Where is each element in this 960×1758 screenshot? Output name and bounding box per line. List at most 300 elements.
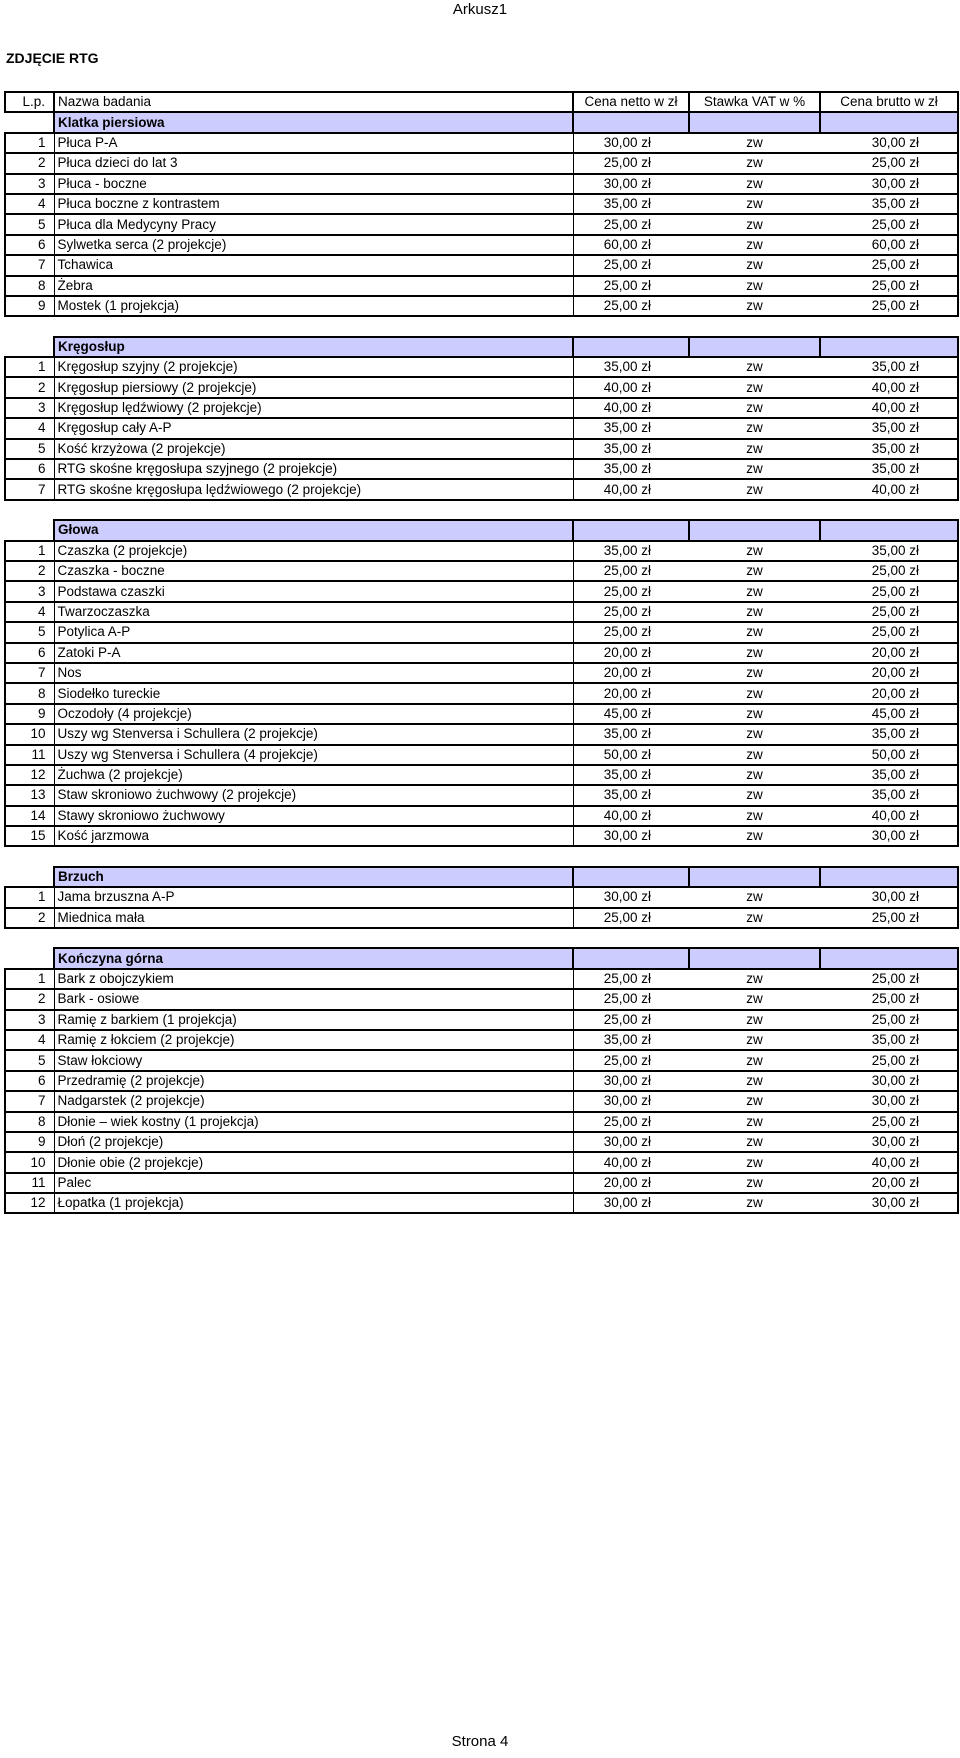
table-row bbox=[5, 153, 958, 173]
section-title: Brzuch bbox=[54, 867, 573, 887]
cell-name: Kręgosłup cały A-P bbox=[54, 418, 573, 438]
table-row bbox=[5, 133, 958, 153]
cell-lp: 7 bbox=[5, 255, 54, 275]
cell-vat-rate: zw bbox=[689, 439, 820, 459]
cell-name: Stawy skroniowo żuchwowy bbox=[54, 806, 573, 826]
cell-lp: 6 bbox=[5, 1071, 54, 1091]
table-row bbox=[5, 683, 958, 703]
cell-lp: 7 bbox=[5, 663, 54, 683]
cell-net-price: 30,00 zł bbox=[573, 1091, 689, 1111]
cell-lp: 3 bbox=[5, 581, 54, 601]
section-header-cell bbox=[689, 337, 820, 357]
table-row bbox=[5, 969, 958, 989]
cell-gross-price: 40,00 zł bbox=[820, 377, 958, 397]
table-row bbox=[5, 398, 958, 418]
cell-name: Siodełko tureckie bbox=[54, 683, 573, 703]
cell-name: Jama brzuszna A-P bbox=[54, 887, 573, 907]
cell-net-price: 30,00 zł bbox=[573, 133, 689, 153]
cell-lp: 2 bbox=[5, 989, 54, 1009]
cell-net-price: 25,00 zł bbox=[573, 969, 689, 989]
cell-gross-price: 45,00 zł bbox=[820, 704, 958, 724]
table-row bbox=[5, 541, 958, 561]
cell-name: RTG skośne kręgosłupa szyjnego (2 projekcje) bbox=[54, 459, 573, 479]
cell-gross-price: 25,00 zł bbox=[820, 1050, 958, 1070]
table-row bbox=[5, 377, 958, 397]
cell-net-price: 20,00 zł bbox=[573, 683, 689, 703]
cell-vat-rate: zw bbox=[689, 1173, 820, 1193]
cell-net-price: 30,00 zł bbox=[573, 174, 689, 194]
cell-vat-rate: zw bbox=[689, 255, 820, 275]
cell-gross-price: 30,00 zł bbox=[820, 1132, 958, 1152]
cell-gross-price: 20,00 zł bbox=[820, 683, 958, 703]
cell-vat-rate: zw bbox=[689, 174, 820, 194]
cell-vat-rate: zw bbox=[689, 643, 820, 663]
cell-vat-rate: zw bbox=[689, 683, 820, 703]
cell-gross-price: 25,00 zł bbox=[820, 214, 958, 234]
table-row bbox=[5, 765, 958, 785]
cell-lp: 5 bbox=[5, 622, 54, 642]
table-row bbox=[5, 561, 958, 581]
cell-lp: 6 bbox=[5, 459, 54, 479]
section-header-cell bbox=[573, 520, 689, 540]
table-row bbox=[5, 357, 958, 377]
cell-net-price: 25,00 zł bbox=[573, 214, 689, 234]
table-header-row bbox=[5, 92, 958, 112]
cell-net-price: 25,00 zł bbox=[573, 153, 689, 173]
cell-gross-price: 35,00 zł bbox=[820, 765, 958, 785]
cell-name: Żuchwa (2 projekcje) bbox=[54, 765, 573, 785]
cell-name: Dłoń (2 projekcje) bbox=[54, 1132, 573, 1152]
price-table-body bbox=[5, 92, 958, 1213]
table-row bbox=[5, 296, 958, 316]
cell-gross-price: 30,00 zł bbox=[820, 1071, 958, 1091]
cell-gross-price: 25,00 zł bbox=[820, 989, 958, 1009]
cell-gross-price: 25,00 zł bbox=[820, 276, 958, 296]
table-row bbox=[5, 724, 958, 744]
cell-lp: 8 bbox=[5, 276, 54, 296]
cell-vat-rate: zw bbox=[689, 214, 820, 234]
cell-lp: 2 bbox=[5, 908, 54, 928]
cell-lp: 4 bbox=[5, 194, 54, 214]
cell-lp: 1 bbox=[5, 541, 54, 561]
section-title: Kręgosłup bbox=[54, 337, 573, 357]
table-row bbox=[5, 602, 958, 622]
cell-net-price: 40,00 zł bbox=[573, 479, 689, 499]
cell-name: Miednica mała bbox=[54, 908, 573, 928]
cell-net-price: 25,00 zł bbox=[573, 296, 689, 316]
cell-name: Staw skroniowo żuchwowy (2 projekcje) bbox=[54, 785, 573, 805]
cell-name: Kręgosłup piersiowy (2 projekcje) bbox=[54, 377, 573, 397]
cell-gross-price: 35,00 zł bbox=[820, 541, 958, 561]
cell-lp: 7 bbox=[5, 479, 54, 499]
table-row bbox=[5, 459, 958, 479]
table-row bbox=[5, 1173, 958, 1193]
table-row bbox=[5, 418, 958, 438]
section-header-row bbox=[5, 112, 958, 132]
cell-vat-rate: zw bbox=[689, 133, 820, 153]
cell-lp: 11 bbox=[5, 745, 54, 765]
section-header-cell bbox=[820, 112, 958, 132]
cell-gross-price: 25,00 zł bbox=[820, 255, 958, 275]
cell-lp: 10 bbox=[5, 724, 54, 744]
cell-gross-price: 20,00 zł bbox=[820, 643, 958, 663]
cell-lp: 4 bbox=[5, 602, 54, 622]
cell-vat-rate: zw bbox=[689, 153, 820, 173]
cell-name: Nadgarstek (2 projekcje) bbox=[54, 1091, 573, 1111]
price-table bbox=[4, 91, 959, 1214]
section-header-cell bbox=[573, 948, 689, 968]
table-row bbox=[5, 1152, 958, 1172]
cell-name: Żebra bbox=[54, 276, 573, 296]
cell-gross-price: 35,00 zł bbox=[820, 1030, 958, 1050]
cell-net-price: 30,00 zł bbox=[573, 887, 689, 907]
cell-net-price: 25,00 zł bbox=[573, 602, 689, 622]
cell-gross-price: 35,00 zł bbox=[820, 459, 958, 479]
cell-net-price: 40,00 zł bbox=[573, 1152, 689, 1172]
cell-lp: 1 bbox=[5, 357, 54, 377]
cell-vat-rate: zw bbox=[689, 724, 820, 744]
cell-name: Tchawica bbox=[54, 255, 573, 275]
cell-vat-rate: zw bbox=[689, 1010, 820, 1030]
cell-lp: 1 bbox=[5, 887, 54, 907]
section-spacer bbox=[5, 316, 958, 336]
cell-lp: 9 bbox=[5, 1132, 54, 1152]
cell-vat-rate: zw bbox=[689, 276, 820, 296]
cell-name: Przedramię (2 projekcje) bbox=[54, 1071, 573, 1091]
cell-vat-rate: zw bbox=[689, 1091, 820, 1111]
cell-vat-rate: zw bbox=[689, 765, 820, 785]
cell-name: Zatoki P-A bbox=[54, 643, 573, 663]
cell-gross-price: 30,00 zł bbox=[820, 826, 958, 846]
cell-vat-rate: zw bbox=[689, 1152, 820, 1172]
cell-vat-rate: zw bbox=[689, 908, 820, 928]
cell-gross-price: 50,00 zł bbox=[820, 745, 958, 765]
cell-lp: 5 bbox=[5, 439, 54, 459]
cell-vat-rate: zw bbox=[689, 602, 820, 622]
cell-name: Czaszka (2 projekcje) bbox=[54, 541, 573, 561]
table-row bbox=[5, 174, 958, 194]
cell-lp: 14 bbox=[5, 806, 54, 826]
cell-lp: 3 bbox=[5, 174, 54, 194]
cell-net-price: 40,00 zł bbox=[573, 398, 689, 418]
cell-gross-price: 35,00 zł bbox=[820, 724, 958, 744]
table-row bbox=[5, 214, 958, 234]
cell-vat-rate: zw bbox=[689, 745, 820, 765]
cell-lp: 5 bbox=[5, 1050, 54, 1070]
cell-vat-rate: zw bbox=[689, 418, 820, 438]
cell-net-price: 25,00 zł bbox=[573, 561, 689, 581]
cell-gross-price: 60,00 zł bbox=[820, 235, 958, 255]
cell-vat-rate: zw bbox=[689, 663, 820, 683]
cell-gross-price: 35,00 zł bbox=[820, 439, 958, 459]
cell-gross-price: 40,00 zł bbox=[820, 479, 958, 499]
table-row bbox=[5, 806, 958, 826]
section-header-cell bbox=[689, 948, 820, 968]
table-row bbox=[5, 989, 958, 1009]
section-header-cell bbox=[573, 112, 689, 132]
cell-gross-price: 20,00 zł bbox=[820, 663, 958, 683]
cell-lp: 1 bbox=[5, 969, 54, 989]
cell-net-price: 25,00 zł bbox=[573, 1050, 689, 1070]
table-row bbox=[5, 785, 958, 805]
cell-net-price: 50,00 zł bbox=[573, 745, 689, 765]
spacer-cell bbox=[5, 500, 958, 520]
cell-net-price: 35,00 zł bbox=[573, 765, 689, 785]
table-row bbox=[5, 1010, 958, 1030]
section-header-cell bbox=[5, 948, 54, 968]
cell-net-price: 35,00 zł bbox=[573, 418, 689, 438]
section-title: Klatka piersiowa bbox=[54, 112, 573, 132]
cell-name: Kręgosłup lędźwiowy (2 projekcje) bbox=[54, 398, 573, 418]
cell-gross-price: 35,00 zł bbox=[820, 194, 958, 214]
cell-gross-price: 25,00 zł bbox=[820, 581, 958, 601]
cell-lp: 11 bbox=[5, 1173, 54, 1193]
section-header-cell bbox=[573, 337, 689, 357]
table-row bbox=[5, 276, 958, 296]
cell-name: Dłonie – wiek kostny (1 projekcja) bbox=[54, 1112, 573, 1132]
page-footer: Strona 4 bbox=[451, 1733, 509, 1750]
cell-lp: 12 bbox=[5, 1193, 54, 1213]
cell-lp: 12 bbox=[5, 765, 54, 785]
section-header-row bbox=[5, 337, 958, 357]
table-row bbox=[5, 826, 958, 846]
cell-lp: 2 bbox=[5, 377, 54, 397]
cell-vat-rate: zw bbox=[689, 806, 820, 826]
cell-vat-rate: zw bbox=[689, 887, 820, 907]
section-header-cell bbox=[5, 867, 54, 887]
cell-lp: 1 bbox=[5, 133, 54, 153]
cell-net-price: 40,00 zł bbox=[573, 806, 689, 826]
cell-lp: 8 bbox=[5, 683, 54, 703]
cell-net-price: 25,00 zł bbox=[573, 989, 689, 1009]
cell-lp: 3 bbox=[5, 1010, 54, 1030]
cell-lp: 9 bbox=[5, 704, 54, 724]
section-header-cell bbox=[820, 867, 958, 887]
cell-gross-price: 25,00 zł bbox=[820, 1010, 958, 1030]
cell-lp: 15 bbox=[5, 826, 54, 846]
cell-net-price: 25,00 zł bbox=[573, 908, 689, 928]
cell-vat-rate: zw bbox=[689, 704, 820, 724]
cell-gross-price: 30,00 zł bbox=[820, 1091, 958, 1111]
section-header-cell bbox=[820, 520, 958, 540]
cell-name: Kość krzyżowa (2 projekcje) bbox=[54, 439, 573, 459]
cell-vat-rate: zw bbox=[689, 969, 820, 989]
table-row bbox=[5, 194, 958, 214]
section-spacer bbox=[5, 928, 958, 948]
table-row bbox=[5, 908, 958, 928]
table-row bbox=[5, 581, 958, 601]
cell-name: Oczodoły (4 projekcje) bbox=[54, 704, 573, 724]
column-header-name: Nazwa badania bbox=[54, 92, 573, 112]
cell-gross-price: 25,00 zł bbox=[820, 1112, 958, 1132]
cell-net-price: 35,00 zł bbox=[573, 1030, 689, 1050]
cell-gross-price: 35,00 zł bbox=[820, 418, 958, 438]
cell-vat-rate: zw bbox=[689, 1050, 820, 1070]
cell-lp: 7 bbox=[5, 1091, 54, 1111]
cell-vat-rate: zw bbox=[689, 459, 820, 479]
cell-vat-rate: zw bbox=[689, 479, 820, 499]
cell-vat-rate: zw bbox=[689, 1193, 820, 1213]
cell-gross-price: 25,00 zł bbox=[820, 908, 958, 928]
cell-lp: 2 bbox=[5, 561, 54, 581]
section-header-row bbox=[5, 520, 958, 540]
cell-name: Płuca P-A bbox=[54, 133, 573, 153]
table-row bbox=[5, 663, 958, 683]
cell-name: Potylica A-P bbox=[54, 622, 573, 642]
cell-name: RTG skośne kręgosłupa lędźwiowego (2 projekcje) bbox=[54, 479, 573, 499]
cell-name: Kość jarzmowa bbox=[54, 826, 573, 846]
cell-lp: 4 bbox=[5, 1030, 54, 1050]
cell-gross-price: 25,00 zł bbox=[820, 296, 958, 316]
cell-vat-rate: zw bbox=[689, 581, 820, 601]
cell-gross-price: 30,00 zł bbox=[820, 887, 958, 907]
table-row bbox=[5, 1193, 958, 1213]
cell-net-price: 20,00 zł bbox=[573, 643, 689, 663]
cell-name: Czaszka - boczne bbox=[54, 561, 573, 581]
cell-vat-rate: zw bbox=[689, 398, 820, 418]
cell-name: Palec bbox=[54, 1173, 573, 1193]
cell-lp: 3 bbox=[5, 398, 54, 418]
cell-name: Staw łokciowy bbox=[54, 1050, 573, 1070]
cell-name: Płuca boczne z kontrastem bbox=[54, 194, 573, 214]
cell-gross-price: 40,00 zł bbox=[820, 806, 958, 826]
cell-net-price: 35,00 zł bbox=[573, 724, 689, 744]
cell-vat-rate: zw bbox=[689, 622, 820, 642]
cell-vat-rate: zw bbox=[689, 377, 820, 397]
cell-gross-price: 25,00 zł bbox=[820, 561, 958, 581]
section-header-cell bbox=[5, 520, 54, 540]
cell-name: Kręgosłup szyjny (2 projekcje) bbox=[54, 357, 573, 377]
cell-vat-rate: zw bbox=[689, 1030, 820, 1050]
cell-net-price: 35,00 zł bbox=[573, 541, 689, 561]
cell-net-price: 35,00 zł bbox=[573, 357, 689, 377]
cell-lp: 4 bbox=[5, 418, 54, 438]
cell-gross-price: 20,00 zł bbox=[820, 1173, 958, 1193]
cell-net-price: 25,00 zł bbox=[573, 1010, 689, 1030]
cell-vat-rate: zw bbox=[689, 1112, 820, 1132]
section-header-row bbox=[5, 867, 958, 887]
cell-net-price: 20,00 zł bbox=[573, 1173, 689, 1193]
cell-vat-rate: zw bbox=[689, 357, 820, 377]
column-header-gross-price: Cena brutto w zł bbox=[820, 92, 958, 112]
cell-vat-rate: zw bbox=[689, 235, 820, 255]
cell-lp: 6 bbox=[5, 643, 54, 663]
cell-name: Twarzoczaszka bbox=[54, 602, 573, 622]
cell-name: Nos bbox=[54, 663, 573, 683]
cell-net-price: 25,00 zł bbox=[573, 276, 689, 296]
cell-name: Płuca - boczne bbox=[54, 174, 573, 194]
section-title: Kończyna górna bbox=[54, 948, 573, 968]
cell-name: Bark - osiowe bbox=[54, 989, 573, 1009]
cell-vat-rate: zw bbox=[689, 194, 820, 214]
cell-net-price: 35,00 zł bbox=[573, 785, 689, 805]
table-row bbox=[5, 1112, 958, 1132]
document-heading: ZDJĘCIE RTG bbox=[6, 50, 99, 66]
cell-net-price: 30,00 zł bbox=[573, 1193, 689, 1213]
cell-gross-price: 30,00 zł bbox=[820, 133, 958, 153]
section-header-cell bbox=[820, 948, 958, 968]
spacer-cell bbox=[5, 316, 958, 336]
section-header-cell bbox=[689, 112, 820, 132]
cell-name: Podstawa czaszki bbox=[54, 581, 573, 601]
cell-net-price: 25,00 zł bbox=[573, 255, 689, 275]
section-spacer bbox=[5, 846, 958, 866]
cell-vat-rate: zw bbox=[689, 561, 820, 581]
cell-net-price: 35,00 zł bbox=[573, 194, 689, 214]
cell-lp: 2 bbox=[5, 153, 54, 173]
table-row bbox=[5, 1050, 958, 1070]
table-row bbox=[5, 235, 958, 255]
cell-lp: 8 bbox=[5, 1112, 54, 1132]
table-row bbox=[5, 745, 958, 765]
table-row bbox=[5, 887, 958, 907]
cell-name: Sylwetka serca (2 projekcje) bbox=[54, 235, 573, 255]
cell-name: Ramię z łokciem (2 projekcje) bbox=[54, 1030, 573, 1050]
section-header-cell bbox=[573, 867, 689, 887]
table-row bbox=[5, 643, 958, 663]
cell-name: Ramię z barkiem (1 projekcja) bbox=[54, 1010, 573, 1030]
section-spacer bbox=[5, 500, 958, 520]
cell-gross-price: 25,00 zł bbox=[820, 153, 958, 173]
cell-name: Łopatka (1 projekcja) bbox=[54, 1193, 573, 1213]
table-row bbox=[5, 1030, 958, 1050]
cell-gross-price: 40,00 zł bbox=[820, 1152, 958, 1172]
cell-net-price: 40,00 zł bbox=[573, 377, 689, 397]
cell-net-price: 30,00 zł bbox=[573, 1071, 689, 1091]
column-header-net-price: Cena netto w zł bbox=[573, 92, 689, 112]
cell-vat-rate: zw bbox=[689, 296, 820, 316]
cell-name: Płuca dzieci do lat 3 bbox=[54, 153, 573, 173]
cell-name: Dłonie obie (2 projekcje) bbox=[54, 1152, 573, 1172]
spacer-cell bbox=[5, 846, 958, 866]
cell-net-price: 45,00 zł bbox=[573, 704, 689, 724]
cell-vat-rate: zw bbox=[689, 785, 820, 805]
table-row bbox=[5, 255, 958, 275]
column-header-lp: L.p. bbox=[5, 92, 54, 112]
cell-net-price: 30,00 zł bbox=[573, 1132, 689, 1152]
column-header-vat-rate: Stawka VAT w % bbox=[689, 92, 820, 112]
cell-net-price: 35,00 zł bbox=[573, 459, 689, 479]
cell-lp: 10 bbox=[5, 1152, 54, 1172]
cell-gross-price: 30,00 zł bbox=[820, 1193, 958, 1213]
table-row bbox=[5, 622, 958, 642]
section-header-cell bbox=[689, 867, 820, 887]
cell-gross-price: 25,00 zł bbox=[820, 969, 958, 989]
section-header-cell bbox=[820, 337, 958, 357]
cell-vat-rate: zw bbox=[689, 1132, 820, 1152]
cell-lp: 13 bbox=[5, 785, 54, 805]
section-header-cell bbox=[5, 112, 54, 132]
cell-lp: 9 bbox=[5, 296, 54, 316]
cell-net-price: 20,00 zł bbox=[573, 663, 689, 683]
table-row bbox=[5, 439, 958, 459]
cell-vat-rate: zw bbox=[689, 1071, 820, 1091]
table-row bbox=[5, 1071, 958, 1091]
cell-name: Uszy wg Stenversa i Schullera (4 projekcje) bbox=[54, 745, 573, 765]
table-row bbox=[5, 1132, 958, 1152]
spacer-cell bbox=[5, 928, 958, 948]
cell-vat-rate: zw bbox=[689, 826, 820, 846]
sheet-title: Arkusz1 bbox=[452, 1, 508, 18]
cell-gross-price: 40,00 zł bbox=[820, 398, 958, 418]
cell-gross-price: 35,00 zł bbox=[820, 357, 958, 377]
cell-lp: 5 bbox=[5, 214, 54, 234]
cell-net-price: 60,00 zł bbox=[573, 235, 689, 255]
cell-gross-price: 35,00 zł bbox=[820, 785, 958, 805]
cell-vat-rate: zw bbox=[689, 541, 820, 561]
section-title: Głowa bbox=[54, 520, 573, 540]
cell-net-price: 25,00 zł bbox=[573, 581, 689, 601]
